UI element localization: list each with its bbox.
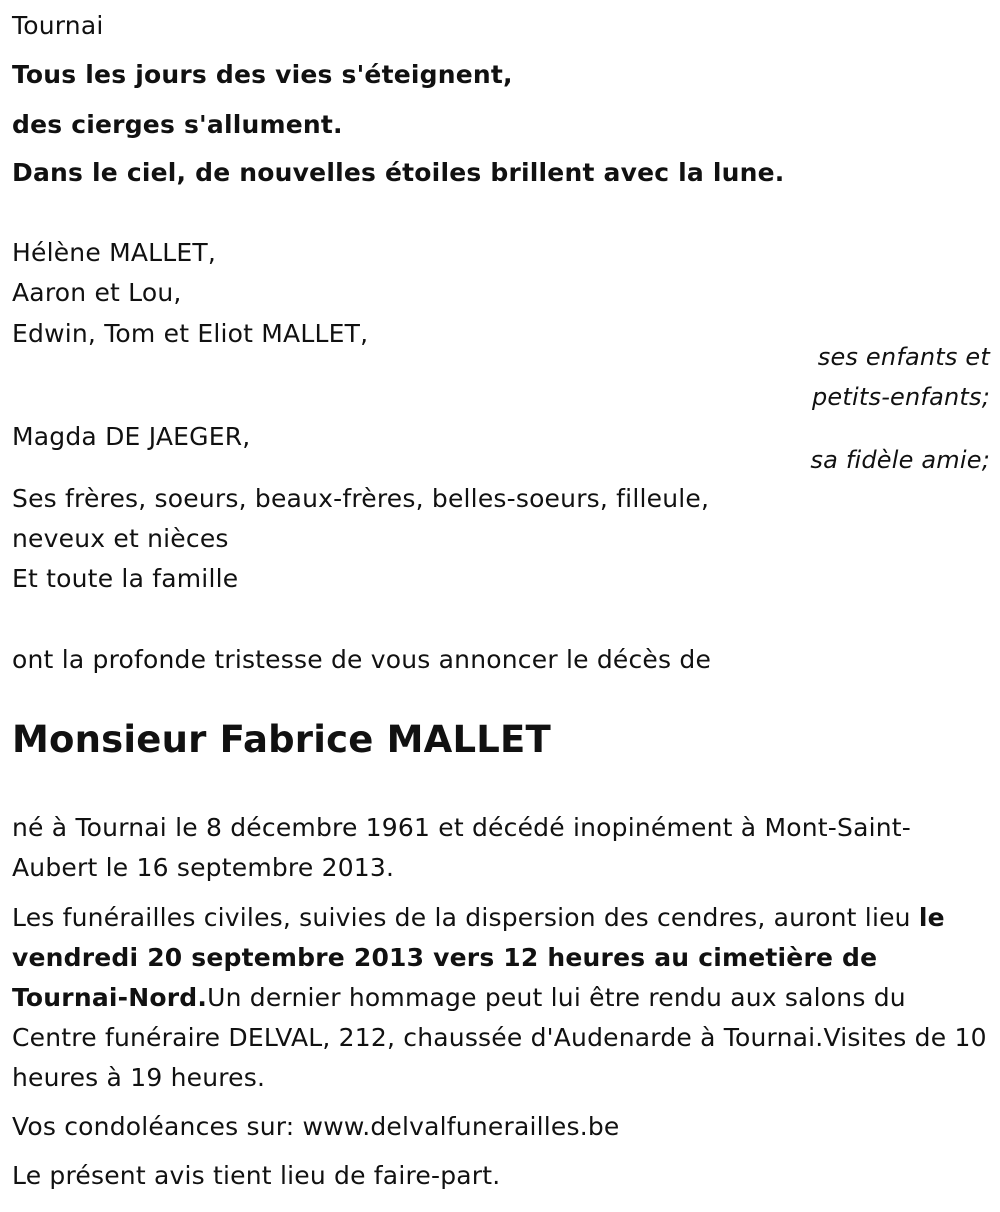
family-line-2: neveux et nièces (12, 524, 229, 553)
family-line-3: Et toute la famille (12, 564, 239, 593)
funeral-details: Un dernier hommage peut lui être rendu aux salons du Centre funéraire DELVAL, 212, chaussée d'Audenarde à Tournai.Visites de 10 heures à 19 heures. (12, 983, 987, 1092)
child-name-2: Aaron et Lou, (12, 278, 182, 307)
poem-line-2: des cierges s'allument. (12, 110, 343, 139)
children-role-line-2: petits-enfants; (812, 383, 990, 411)
birth-death-text: né à Tournai le 8 décembre 1961 et décédé inopinément à Mont-Saint-Aubert le 16 septembre 2013. (12, 813, 912, 882)
poem-line-3: Dans le ciel, de nouvelles étoiles brillent avec la lune. (12, 158, 785, 187)
child-name-1: Hélène MALLET, (12, 238, 217, 267)
family-line-1: Ses frères, soeurs, beaux-frères, belles-soeurs, filleule, (12, 484, 710, 513)
condolences-text: Vos condoléances sur: www.delvalfunerailles.be (12, 1112, 620, 1141)
children-role-line-1: ses enfants et (817, 343, 990, 371)
friend-role: sa fidèle amie; (810, 446, 990, 474)
announcement-text: ont la profonde tristesse de vous annoncer le décès de (12, 645, 712, 674)
funeral-intro: Les funérailles civiles, suivies de la dispersion des cendres, auront lieu (12, 903, 919, 932)
friend-name: Magda DE JAEGER, (12, 422, 251, 451)
funeral-paragraph (12, 898, 987, 1098)
child-name-3: Edwin, Tom et Eliot MALLET, (12, 319, 369, 348)
poem-line-1: Tous les jours des vies s'éteignent, (12, 60, 513, 89)
deceased-name: Monsieur Fabrice MALLET (12, 718, 551, 761)
notice-text: Le présent avis tient lieu de faire-part. (12, 1161, 501, 1190)
city-label: Tournai (12, 11, 104, 40)
funeral-date-location: le vendredi 20 septembre 2013 vers 12 heures au cimetière de Tournai-Nord. (12, 903, 945, 1012)
